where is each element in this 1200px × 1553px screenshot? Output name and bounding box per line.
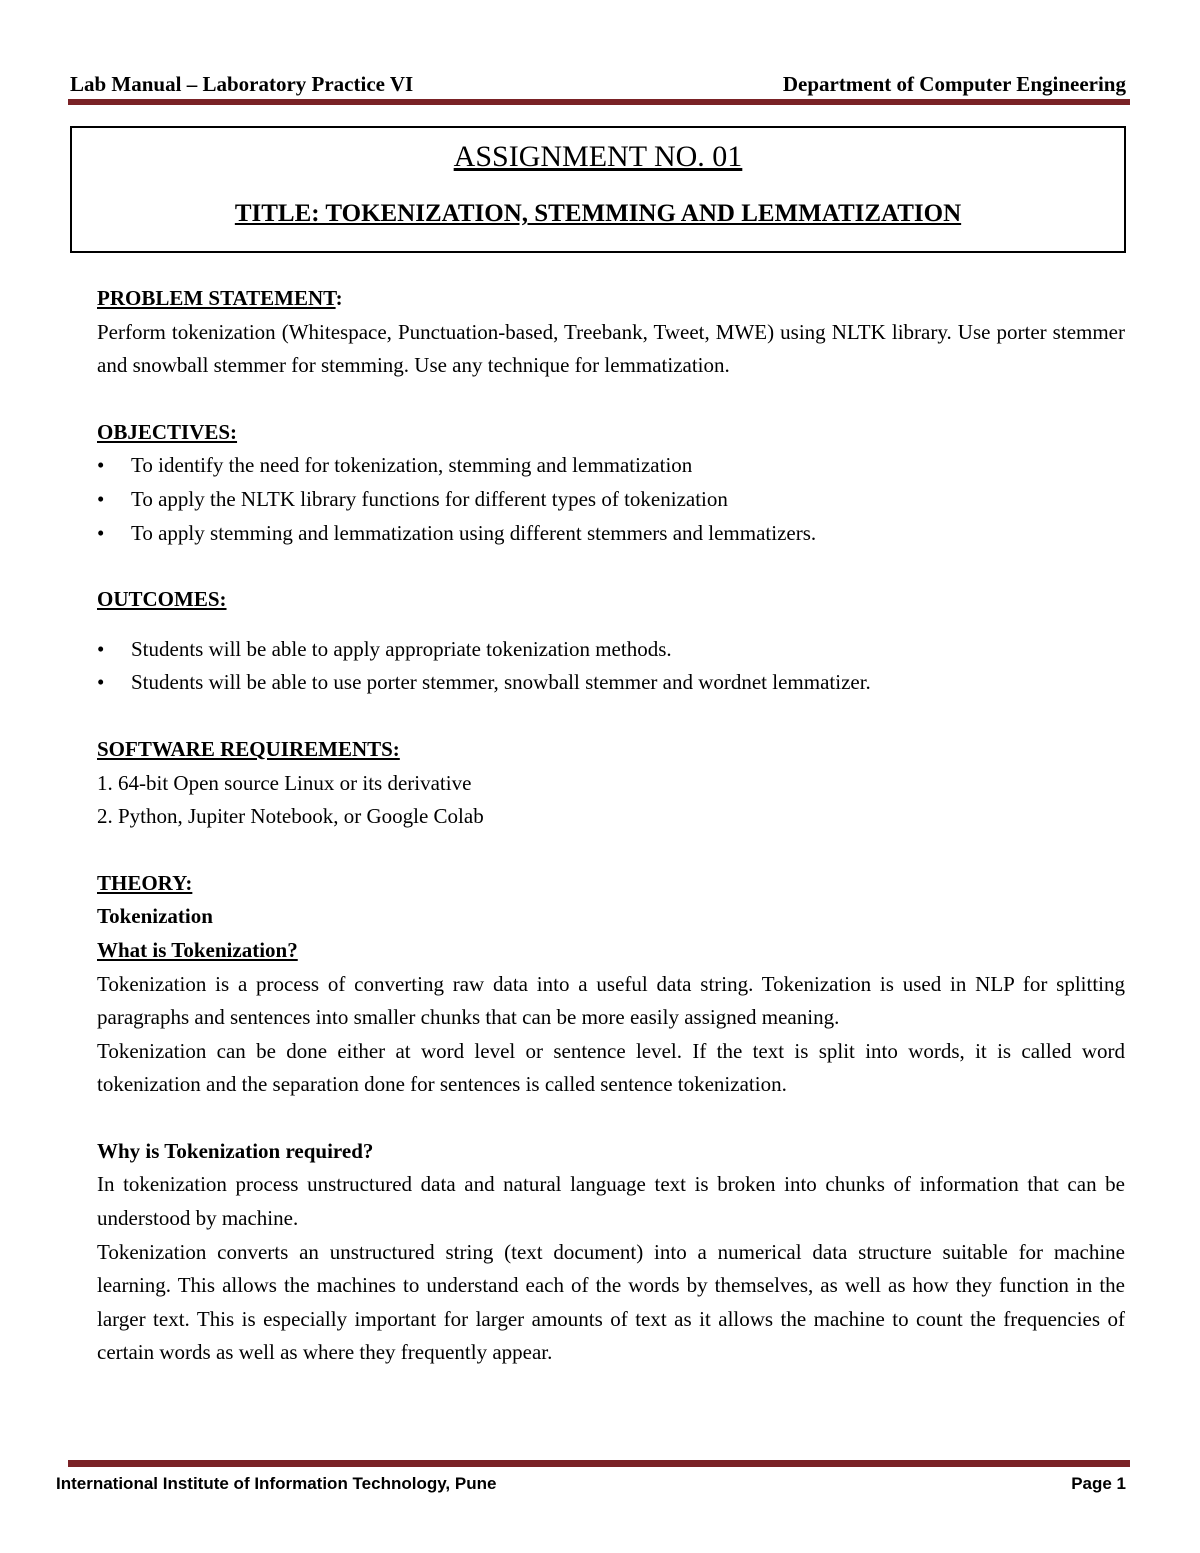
header-rule (68, 99, 1130, 105)
theory-subheading: Tokenization (97, 904, 213, 929)
outcomes-list (97, 633, 1125, 700)
spacer (97, 1102, 1125, 1135)
document-body (97, 282, 1125, 1370)
assignment-number: ASSIGNMENT NO. 01 (453, 140, 743, 173)
theory-paragraph: In tokenization process unstructured data and natural language text is broken into chunks of information that can be understood by machine. (97, 1172, 1125, 1231)
objective-text: To apply the NLTK library functions for different types of tokenization (131, 486, 728, 511)
software-requirement-item: 1. 64-bit Open source Linux or its derivative (97, 770, 472, 795)
list-item (97, 517, 1125, 551)
problem-statement-text: Perform tokenization (Whitespace, Punctuation-based, Treebank, Tweet, MWE) using NLTK library. Use porter stemmer and snowball stemmer for stemming. Use any technique for lemmatization. (97, 319, 1125, 378)
list-item (97, 666, 1125, 700)
objective-text: To identify the need for tokenization, stemming and lemmatization (131, 453, 693, 478)
bullet-icon: • (97, 636, 105, 661)
header-manual-title: Lab Manual – Laboratory Practice VI (70, 72, 414, 96)
objectives-heading: OBJECTIVES: (97, 419, 238, 444)
theory-paragraph: Tokenization can be done either at word level or sentence level. If the text is split into words, it is called word tokenization and the separation done for sentences is called sentence tokenization. (97, 1038, 1125, 1097)
list-item (97, 483, 1125, 517)
bullet-icon: • (97, 520, 105, 545)
spacer (97, 700, 1125, 733)
header-department: Department of Computer Engineering (782, 72, 1126, 96)
bullet-icon: • (97, 486, 105, 511)
theory-paragraph: Tokenization converts an unstructured string (text document) into a numerical data structure suitable for machine learning. This allows the machines to understand each of the words by themselves, as well as how they function in the larger text. This is especially important for larger amounts of text as it allows the machine to count the frequencies of certain words as well as where they frequently appear. (97, 1239, 1125, 1365)
objective-text: To apply stemming and lemmatization using different stemmers and lemmatizers. (131, 520, 817, 545)
spacer (97, 550, 1125, 583)
objectives-section (97, 416, 1125, 550)
assignment-title: TITLE: TOKENIZATION, STEMMING AND LEMMATIZATION (234, 200, 962, 227)
problem-statement-heading: PROBLEM STATEMENT (97, 286, 336, 310)
footer-institute: International Institute of Information Technology, Pune (56, 1474, 497, 1493)
problem-statement-heading-line (97, 282, 1125, 316)
footer-page-number: Page 1 (1071, 1474, 1126, 1493)
what-is-tokenization-heading: What is Tokenization? (97, 937, 298, 962)
problem-statement-section (97, 282, 1125, 383)
list-item (97, 449, 1125, 483)
outcomes-heading: OUTCOMES: (97, 587, 227, 612)
software-requirements-heading: SOFTWARE REQUIREMENTS: (97, 736, 400, 761)
why-tokenization-heading: Why is Tokenization required? (97, 1138, 374, 1163)
objectives-list (97, 449, 1125, 550)
outcome-text: Students will be able to apply appropriate tokenization methods. (131, 636, 672, 661)
bullet-icon: • (97, 453, 105, 478)
bullet-icon: • (97, 670, 105, 695)
software-requirement-item: 2. Python, Jupiter Notebook, or Google Colab (97, 804, 484, 829)
spacer (97, 383, 1125, 416)
software-requirements-section (97, 733, 1125, 834)
list-item (97, 633, 1125, 667)
outcomes-section (97, 583, 1125, 700)
assignment-title-box (70, 126, 1126, 253)
problem-statement-colon: : (335, 286, 343, 310)
spacer (97, 617, 1125, 633)
theory-heading: THEORY: (97, 870, 193, 895)
theory-section (97, 867, 1125, 1370)
footer-rule (68, 1460, 1130, 1467)
theory-paragraph: Tokenization is a process of converting raw data into a useful data string. Tokenization is used in NLP for splitting paragraphs and sentences into smaller chunks that can be more easily assigned meaning. (97, 971, 1125, 1030)
outcome-text: Students will be able to use porter stemmer, snowball stemmer and wordnet lemmatizer. (131, 670, 871, 695)
spacer (97, 834, 1125, 867)
